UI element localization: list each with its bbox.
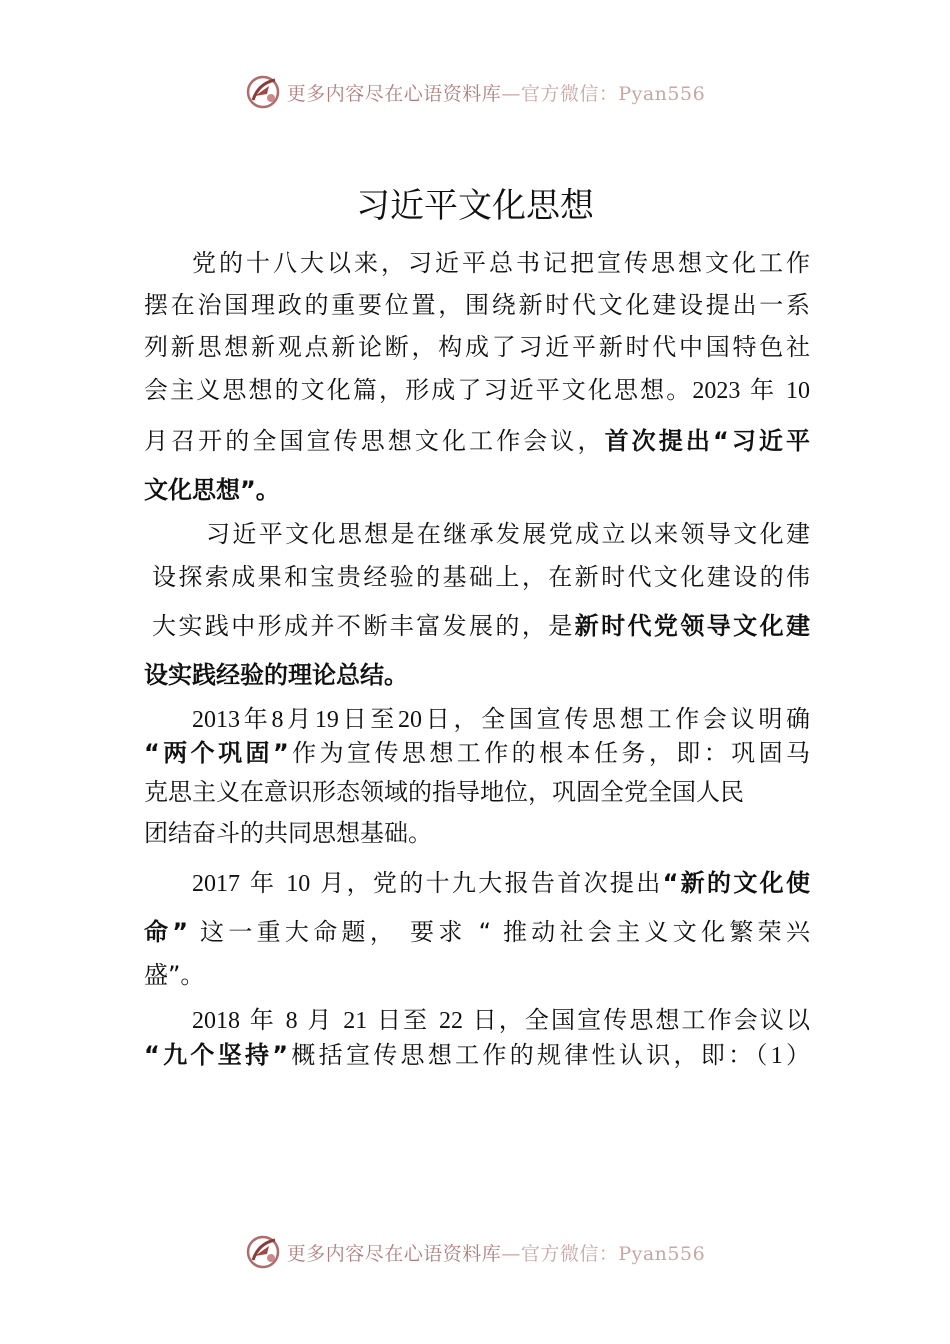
- paragraph-2-line-2: 设探索成果和宝贵经验的基础上，在新时代文化建设的伟: [152, 563, 810, 591]
- paragraph-3-line-2: “两个巩固”作为宣传思想工作的根本任务，即：巩固马: [144, 739, 811, 767]
- paragraph-5-line-2: “九个坚持”概括宣传思想工作的规律性认识，即：（1）: [144, 1041, 811, 1069]
- paragraph-1-line-1: 党的十八大以来，习近平总书记把宣传思想文化工作: [192, 249, 810, 277]
- paragraph-3-line-4: 团结奋斗的共同思想基础。: [144, 819, 432, 847]
- pen-logo-icon: [245, 1234, 281, 1270]
- paragraph-1-line-5: 月召开的全国宣传思想文化工作会议，首次提出“习近平: [144, 427, 810, 455]
- paragraph-2-line-4: 设实践经验的理论总结。: [144, 661, 408, 689]
- paragraph-5-line-1: 2018 年 8 月 21 日至 22 日，全国宣传思想工作会议以: [192, 1006, 810, 1034]
- banner-text: 更多内容尽在心语资料库—官方微信：Pyan556: [286, 1242, 706, 1265]
- header-banner: [0, 72, 950, 112]
- paragraph-1-line-3: 列新思想新观点新论断，构成了习近平新时代中国特色社: [144, 333, 810, 361]
- paragraph-3-line-1: 2013年8月19日至20日，全国宣传思想工作会议明确: [192, 705, 811, 733]
- paragraph-4-line-1: 2017 年 10 月，党的十九大报告首次提出“新的文化使: [192, 869, 810, 897]
- paragraph-4-line-3: 盛”。: [144, 961, 205, 989]
- paragraph-3-line-3: 克思主义在意识形态领域的指导地位，巩固全党全国人民: [144, 778, 744, 806]
- pen-logo-icon: [245, 74, 281, 110]
- paragraph-1-line-6: 文化思想”。: [144, 476, 280, 504]
- footer-banner: [0, 1232, 950, 1272]
- paragraph-4-line-2: 命” 这一重大命题， 要求 “ 推动社会主义文化繁荣兴: [144, 918, 810, 946]
- paragraph-1-line-2: 摆在治国理政的重要位置，围绕新时代文化建设提出一系: [144, 291, 810, 319]
- paragraph-2-line-3: 大实践中形成并不断丰富发展的，是新时代党领导文化建: [152, 612, 811, 640]
- banner-text: 更多内容尽在心语资料库—官方微信：Pyan556: [286, 82, 706, 105]
- paragraph-1-line-4: 会主义思想的文化篇，形成了习近平文化思想。2023 年 10: [144, 376, 811, 404]
- page-title: 习近平文化思想: [356, 186, 594, 226]
- paragraph-2-line-1: 习近平文化思想是在继承发展党成立以来领导文化建: [206, 520, 810, 548]
